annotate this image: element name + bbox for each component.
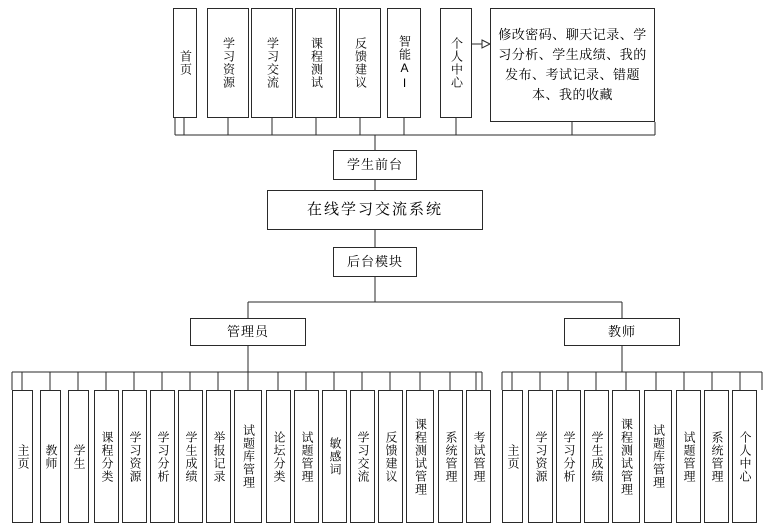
teacher-item-question-management[interactable] (676, 390, 701, 523)
admin-item-label: 系统管理 (444, 430, 458, 483)
system-center-node[interactable] (267, 190, 483, 230)
teacher-item-label: 学习资源 (534, 430, 548, 483)
admin-item-label: 举报记录 (212, 430, 226, 483)
front-item-feedback-suggestion[interactable] (339, 8, 381, 118)
admin-item-learning-resources[interactable] (122, 390, 147, 523)
admin-item-label: 课程分类 (100, 430, 114, 483)
admin-item-label: 论坛分类 (272, 430, 286, 483)
admin-item-label: 试题库管理 (241, 424, 256, 489)
admin-item-label: 学生成绩 (184, 430, 198, 483)
admin-item-label: 试题管理 (300, 430, 314, 483)
personal-center-detail-text: 修改密码、聊天记录、学习分析、学生成绩、我的发布、考试记录、错题本、我的收藏 (498, 26, 647, 103)
admin-item-student[interactable] (68, 390, 89, 523)
admin-label: 管理员 (226, 323, 269, 339)
front-item-learning-exchange[interactable] (251, 8, 293, 118)
teacher-item-label: 主页 (506, 443, 520, 470)
admin-item-learning-exchange[interactable] (350, 390, 375, 523)
teacher-item-label: 学生成绩 (590, 430, 604, 483)
student-frontend-node[interactable] (333, 150, 417, 180)
admin-item-exam-management[interactable] (466, 390, 491, 523)
teacher-item-label: 试题库管理 (651, 424, 666, 489)
admin-item-label: 敏感词 (328, 437, 342, 476)
front-item-intelligent-ai[interactable] (387, 8, 421, 118)
teacher-item-course-test-management[interactable] (612, 390, 640, 523)
teacher-item-personal-center[interactable] (732, 390, 757, 523)
front-item-label: 个人中心 (449, 37, 464, 89)
teacher-item-system-management[interactable] (704, 390, 729, 523)
teacher-item-learning-resources[interactable] (528, 390, 553, 523)
teacher-item-student-scores[interactable] (584, 390, 609, 523)
admin-item-student-scores[interactable] (178, 390, 203, 523)
admin-item-learning-analysis[interactable] (150, 390, 175, 523)
admin-item-label: 反馈建议 (384, 430, 398, 483)
admin-item-label: 考试管理 (472, 430, 486, 483)
front-item-personal-center[interactable] (440, 8, 472, 118)
admin-item-label: 学习分析 (156, 430, 170, 483)
admin-item-forum-category[interactable] (266, 390, 291, 523)
front-item-label: 首页 (178, 50, 193, 76)
admin-item-system-management[interactable] (438, 390, 463, 523)
backend-module-label: 后台模块 (346, 253, 403, 269)
teacher-item-learning-analysis[interactable] (556, 390, 581, 523)
teacher-item-label: 系统管理 (710, 430, 724, 483)
front-item-label: 智能AI (397, 35, 412, 91)
admin-item-question-bank-management[interactable] (234, 390, 262, 523)
admin-item-label: 教师 (44, 443, 58, 470)
admin-item-label: 主页 (16, 443, 30, 470)
teacher-item-label: 个人中心 (738, 430, 752, 483)
front-item-label: 反馈建议 (353, 37, 368, 89)
admin-item-teacher[interactable] (40, 390, 61, 523)
teacher-label: 教师 (607, 323, 636, 339)
teacher-item-label: 课程测试管理 (619, 417, 634, 496)
personal-center-detail-box (490, 8, 655, 122)
admin-item-sensitive-words[interactable] (322, 390, 347, 523)
student-frontend-label: 学生前台 (346, 156, 403, 172)
teacher-item-question-bank-management[interactable] (644, 390, 672, 523)
admin-item-label: 学生 (72, 443, 86, 470)
front-item-label: 学习交流 (265, 37, 280, 89)
admin-item-course-category[interactable] (94, 390, 119, 523)
front-item-home[interactable] (173, 8, 197, 118)
admin-item-home[interactable] (12, 390, 33, 523)
system-center-label: 在线学习交流系统 (306, 200, 443, 218)
teacher-item-home[interactable] (502, 390, 523, 523)
admin-item-question-management[interactable] (294, 390, 319, 523)
admin-item-feedback-suggestion[interactable] (378, 390, 403, 523)
front-item-learning-resources[interactable] (207, 8, 249, 118)
admin-item-report-records[interactable] (206, 390, 231, 523)
teacher-item-label: 学习分析 (562, 430, 576, 483)
admin-item-label: 学习资源 (128, 430, 142, 483)
admin-item-label: 课程测试管理 (413, 417, 428, 496)
teacher-node[interactable] (564, 318, 680, 346)
admin-item-course-test-management[interactable] (406, 390, 434, 523)
front-item-label: 学习资源 (221, 37, 236, 89)
admin-item-label: 学习交流 (356, 430, 370, 483)
backend-module-node[interactable] (333, 247, 417, 277)
front-item-label: 课程测试 (309, 37, 324, 89)
admin-node[interactable] (190, 318, 306, 346)
front-item-course-test[interactable] (295, 8, 337, 118)
teacher-item-label: 试题管理 (682, 430, 696, 483)
